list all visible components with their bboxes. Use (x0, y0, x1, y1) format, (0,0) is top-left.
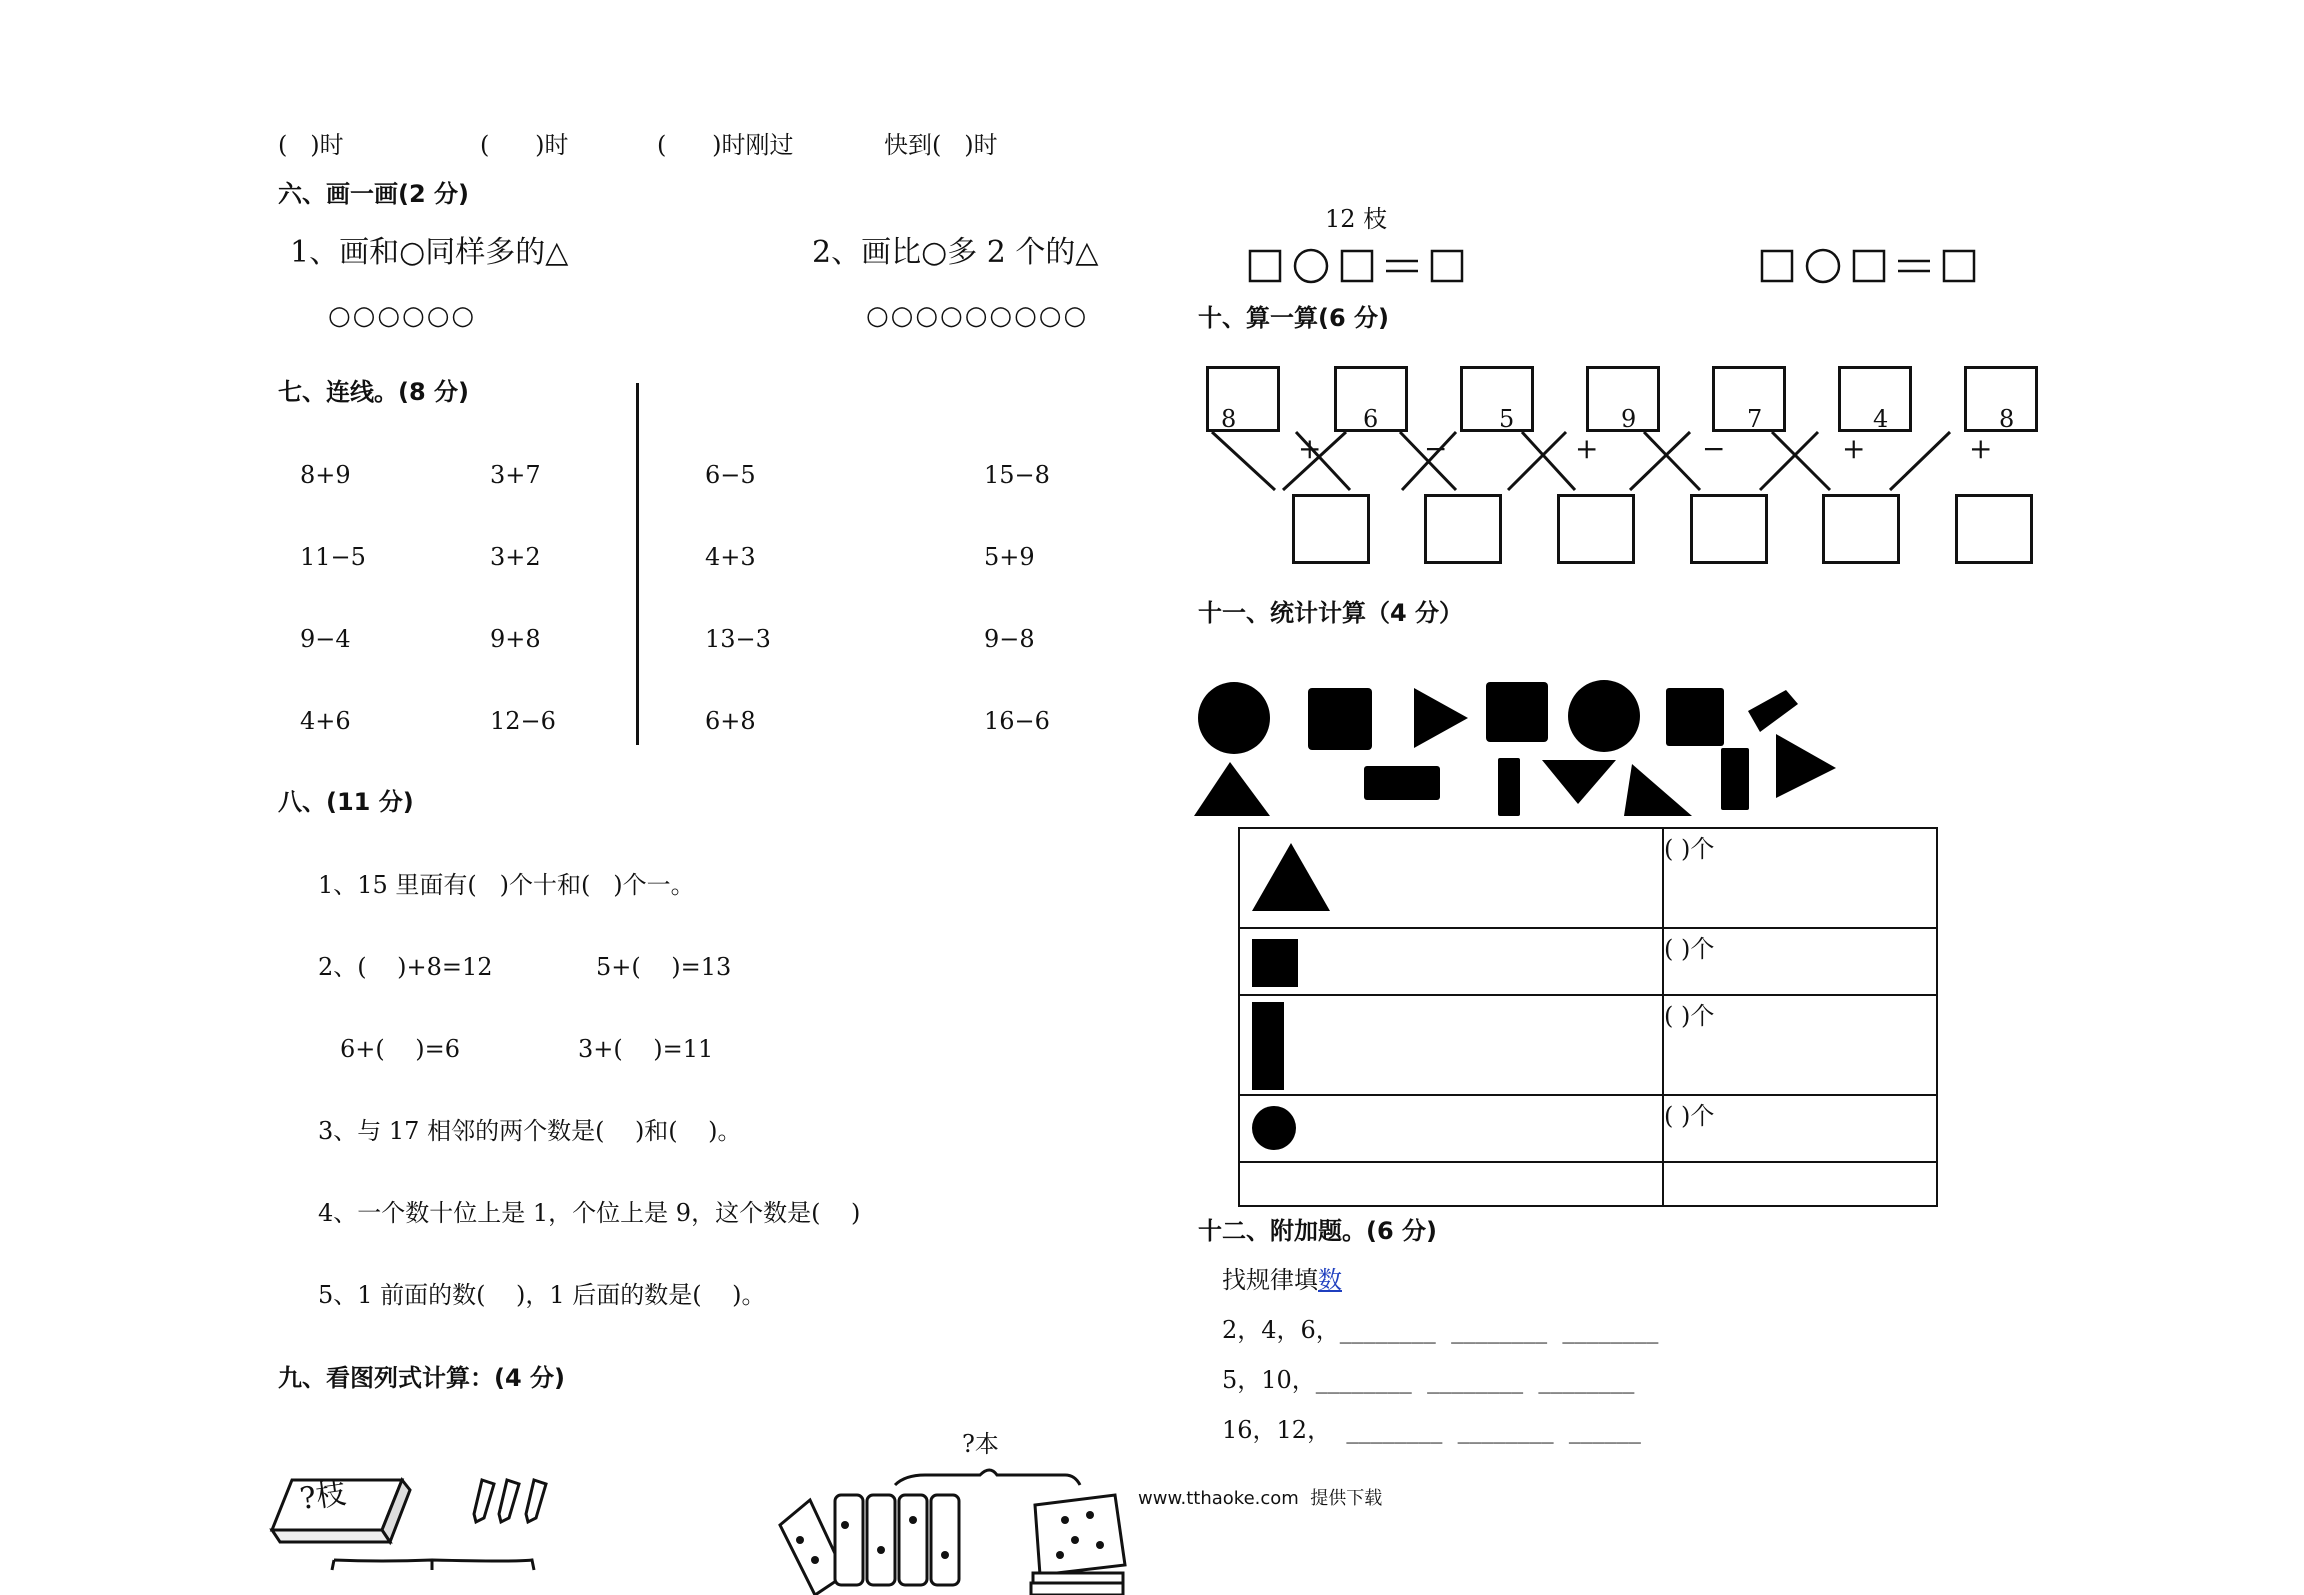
calc-operator: + (1842, 432, 1866, 465)
section11-title: 十一、统计计算（4 分） (1198, 599, 1464, 627)
calc-top-box: 6 (1334, 366, 1408, 432)
section6-q2-circles: ○○○○○○○○○ (866, 301, 1089, 331)
stat-shape-cell (1239, 828, 1663, 928)
match-item: 4+3 (705, 543, 756, 571)
section12-line3: 16，12， ________ ________ ______ (1222, 1416, 1641, 1444)
calc-answer-box[interactable] (1557, 494, 1635, 564)
pic2-label: ?本 (962, 1430, 999, 1458)
stat-count-cell[interactable]: ( )个 (1663, 1095, 1937, 1162)
calc-operator: + (1969, 432, 1993, 465)
top-answer-1: ( )时 (278, 131, 344, 159)
top-answer-3: ( )时刚过 (657, 131, 794, 159)
section6-q1: 1、画和○同样多的△ (290, 235, 569, 270)
calc-top-box: 9 (1586, 366, 1660, 432)
section8-q2b: 5+( )=13 (596, 953, 732, 981)
books-icon (775, 1455, 1135, 1595)
calc-operator: + (1298, 432, 1322, 465)
section6-q1-circles: ○○○○○○ (328, 301, 477, 331)
calc-top-box: 5 (1460, 366, 1534, 432)
calc-answer-box[interactable] (1292, 494, 1370, 564)
stat-shape-cell (1239, 995, 1663, 1095)
match-item: 9+8 (490, 625, 541, 653)
match-item: 9−8 (984, 625, 1035, 653)
match-item: 15−8 (984, 461, 1050, 489)
match-item: 6+8 (705, 707, 756, 735)
section12-intro-link[interactable]: 数 (1318, 1266, 1342, 1294)
match-item: 3+7 (490, 461, 541, 489)
section6-title: 六、画一画(2 分) (278, 180, 469, 208)
match-item: 5+9 (984, 543, 1035, 571)
section8-q3: 3、与 17 相邻的两个数是( )和( )。 (318, 1117, 742, 1145)
calc-top-box: 7 (1712, 366, 1786, 432)
section10-title: 十、算一算(6 分) (1198, 304, 1389, 332)
section12-line1: 2，4，6，________ ________ ________ (1222, 1316, 1659, 1344)
section8-q4: 4、一个数十位上是 1，个位上是 9，这个数是( ) (318, 1199, 861, 1227)
match-item: 11−5 (300, 543, 366, 571)
section8-q2a: 2、( )+8=12 (318, 953, 493, 981)
section12-line2: 5，10，________ ________ ________ (1222, 1366, 1635, 1394)
section12-intro-text: 找规律填 (1222, 1266, 1318, 1294)
calc-operator: + (1575, 432, 1599, 465)
stat-count-cell[interactable]: ( )个 (1663, 995, 1937, 1095)
stat-table (1238, 827, 1938, 1207)
calc-top-box: 4 (1838, 366, 1912, 432)
section9-title: 九、看图列式计算：(4 分) (278, 1364, 565, 1392)
calc-operator: − (1424, 432, 1448, 465)
equation-2 (1760, 248, 1990, 286)
top-label: 12 枝 (1325, 205, 1388, 233)
rectangle-icon (1252, 1002, 1284, 1090)
calc-answer-box[interactable] (1822, 494, 1900, 564)
section6-q2: 2、画比○多 2 个的△ (812, 235, 1099, 270)
section8-q2d: 3+( )=11 (578, 1035, 714, 1063)
match-item: 9−4 (300, 625, 351, 653)
section7-divider (636, 383, 639, 745)
match-item: 3+2 (490, 543, 541, 571)
section8-title: 八、(11 分) (278, 788, 414, 816)
calc-answer-box[interactable] (1424, 494, 1502, 564)
top-answer-4: 快到( )时 (884, 131, 998, 159)
calc-answer-box[interactable] (1690, 494, 1768, 564)
shapes-picture (1196, 676, 1846, 822)
circle-icon (1252, 1106, 1296, 1150)
calc-answer-box[interactable] (1955, 494, 2033, 564)
stat-count-cell[interactable]: ( )个 (1663, 828, 1937, 928)
stat-shape-cell (1239, 928, 1663, 995)
calc-top-box: 8 (1206, 366, 1280, 432)
section12-title: 十二、附加题。(6 分) (1198, 1217, 1437, 1245)
stat-empty-cell[interactable] (1663, 1162, 1937, 1206)
match-item: 16−6 (984, 707, 1050, 735)
stat-shape-cell (1239, 1095, 1663, 1162)
pic1-label: ?枝 (297, 1475, 349, 1518)
stat-empty-cell (1239, 1162, 1663, 1206)
match-item: 12−6 (490, 707, 556, 735)
watermark: www.tthaoke.com 提供下载 (1138, 1488, 1383, 1509)
section12-intro (1222, 1268, 1342, 1292)
equation-1 (1248, 248, 1478, 286)
triangle-icon (1250, 841, 1332, 913)
section8-q5: 5、1 前面的数( )，1 后面的数是( )。 (318, 1281, 766, 1309)
stat-count-cell[interactable]: ( )个 (1663, 928, 1937, 995)
section8-q2c: 6+( )=6 (340, 1035, 460, 1063)
square-icon (1252, 939, 1298, 987)
match-item: 6−5 (705, 461, 756, 489)
calc-operator: − (1702, 432, 1726, 465)
match-item: 8+9 (300, 461, 351, 489)
top-answer-2: ( )时 (480, 131, 569, 159)
match-item: 13−3 (705, 625, 771, 653)
section8-q1: 1、15 里面有( )个十和( )个一。 (318, 871, 695, 899)
match-item: 4+6 (300, 707, 351, 735)
section7-title: 七、连线。(8 分) (278, 378, 469, 406)
calc-top-box: 8 (1964, 366, 2038, 432)
